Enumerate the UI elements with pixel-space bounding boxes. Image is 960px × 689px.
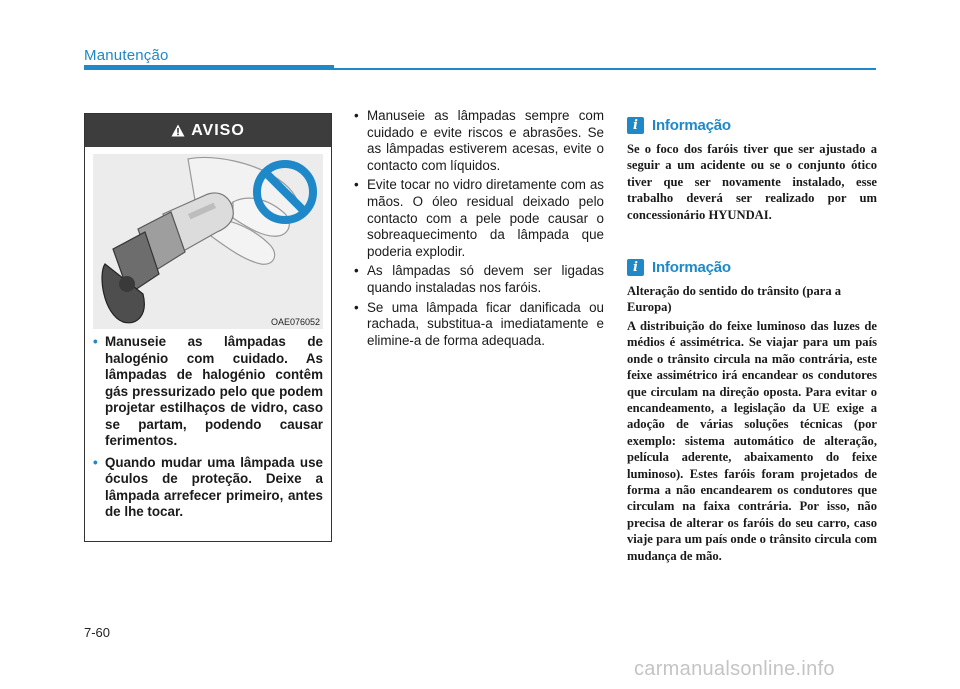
info-paragraph: A distribuição do feixe luminoso das luzes de médios é assimétrica. Se viajar para um país onde o trânsito circula na mão contrária, este feixe assimétrico irá encandear os condutores que circulam na direção oposta. Para evitar o encandeamento, a legislação da UE exige a adoção de várias soluções técnicas (por exemplo: sistema automático de alteração, película aderente, abaixamento do feixe luminoso). Estes faróis foram projetados de forma a não encandearem os condutores que circulam na faixa contrária. Por isso, não precisa de alterar os faróis do seu carro, caso viaje para um país onde o trânsito circula com mudança de mão. xyxy=(627,319,877,563)
info-icon: i xyxy=(627,117,644,134)
warning-title: AVISO xyxy=(191,121,245,139)
header-rule-thin xyxy=(334,68,876,70)
info-heading-1 xyxy=(627,117,731,134)
warning-triangle-icon xyxy=(171,124,185,137)
section-title: Manutenção xyxy=(84,47,169,64)
warning-illustration xyxy=(93,154,323,329)
info-paragraph: Se o foco dos faróis tiver que ser ajustado a seguir a um acidente ou se o conjunto ótico tiver que ser novamente instalado, esse trabalho deverá ser realizado por um concessionário HYUNDAI. xyxy=(627,142,877,222)
list-item: • As lâmpadas só devem ser ligadas quando instaladas nos faróis. xyxy=(353,263,604,296)
header-rule-thick xyxy=(84,65,334,70)
bulb-handling-list xyxy=(353,108,604,352)
info-icon: i xyxy=(627,259,644,276)
page-number: 7-60 xyxy=(84,625,111,640)
info-subheading: Alteração do sentido do trânsito (para a Europa) xyxy=(627,284,842,315)
image-code: OAE076052 xyxy=(270,317,320,327)
list-item: • Manuseie as lâmpadas sempre com cuidado e evite riscos e abrasões. Se as lâmpadas estiverem acesas, evite o contacto com líquidos. xyxy=(353,108,604,174)
warning-header xyxy=(85,114,331,147)
info-title: Informação xyxy=(652,117,731,134)
warning-box xyxy=(84,113,332,542)
warning-item: • Manuseie as lâmpadas de halogénio com cuidado. As lâmpadas de halogénio contêm gás pressurizado pelo que podem projetar estilhaços de vidro, caso se partam, podendo causar ferimentos. xyxy=(93,334,323,450)
list-item: • Evite tocar no vidro diretamente com as mãos. O óleo residual deixado pelo contacto com a pele pode causar o sobreaquecimento da lâmpada que poderia explodir. xyxy=(353,177,604,260)
warning-list xyxy=(93,334,323,526)
bulb-in-hand-illustration xyxy=(93,154,323,329)
watermark: carmanualsonline.info xyxy=(634,658,835,680)
info-heading-2 xyxy=(627,259,731,276)
info-title: Informação xyxy=(652,259,731,276)
warning-item: • Quando mudar uma lâmpada use óculos de proteção. Deixe a lâmpada arrefecer primeiro, antes de lhe tocar. xyxy=(93,455,323,521)
list-item: • Se uma lâmpada ficar danificada ou rachada, substitua-a imediatamente e elimine-a de forma adequada. xyxy=(353,300,604,350)
